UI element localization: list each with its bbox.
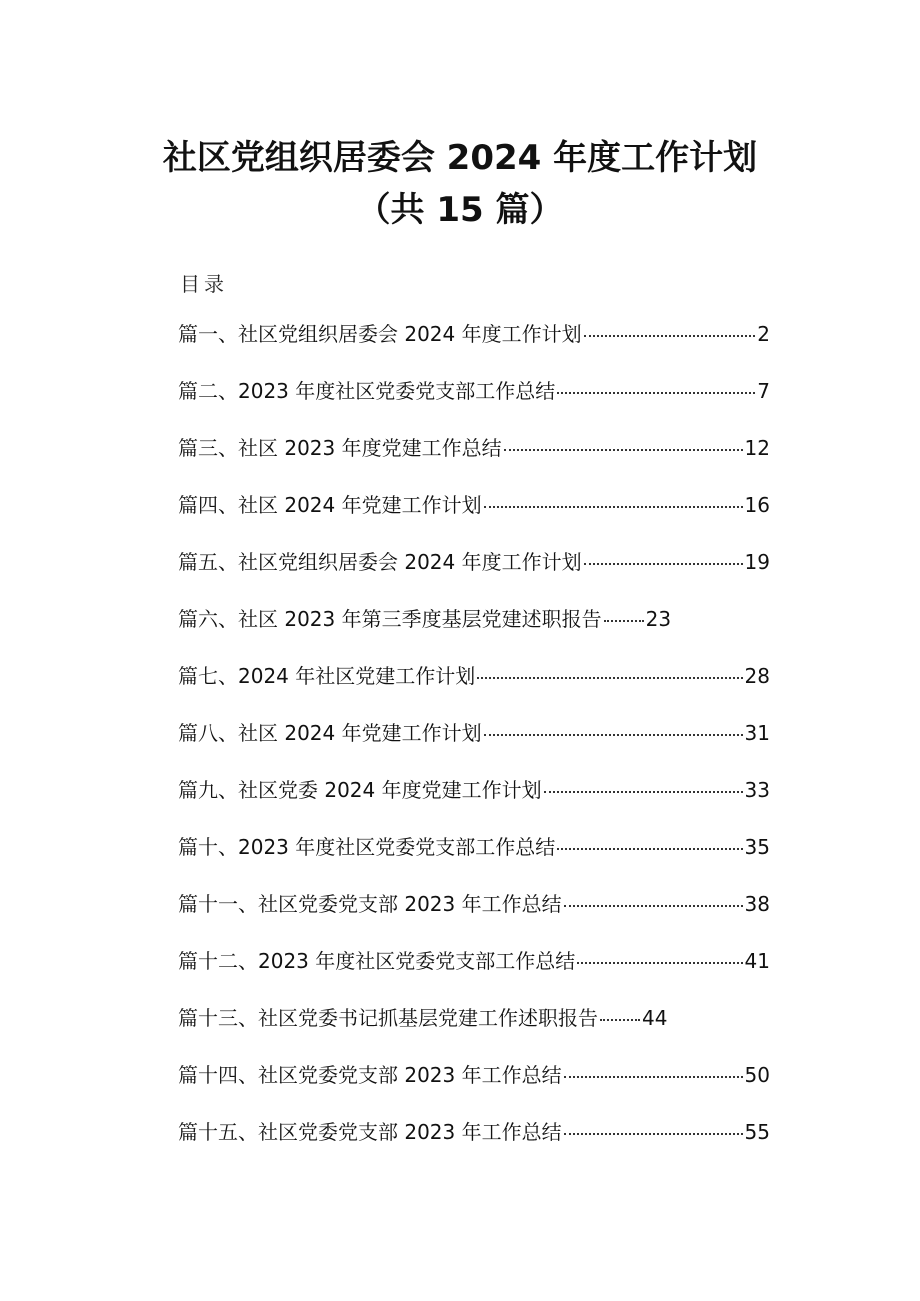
toc-entry-page-number: 55	[744, 1120, 770, 1144]
toc-entry[interactable]	[178, 945, 770, 1002]
toc-entry-label: 篇六、社区 2023 年第三季度基层党建述职报告	[178, 607, 602, 631]
toc-leader-dots	[577, 962, 742, 964]
toc-entry-label: 篇一、社区党组织居委会 2024 年度工作计划	[178, 322, 582, 346]
toc-entry[interactable]	[178, 1059, 770, 1116]
toc-entry-page-number: 38	[744, 892, 770, 916]
toc-entry-page-number: 23	[645, 607, 672, 631]
toc-leader-dots	[564, 1076, 743, 1078]
toc-entry[interactable]	[178, 432, 770, 489]
toc-entry[interactable]	[178, 831, 770, 888]
toc-entry-label: 篇十二、2023 年度社区党委党支部工作总结	[178, 949, 576, 973]
toc-entry-label: 篇二、2023 年度社区党委党支部工作总结	[178, 379, 556, 403]
toc-entry[interactable]	[178, 774, 770, 831]
toc-leader-dots	[584, 563, 743, 565]
toc-entry-page-number: 7	[757, 379, 770, 403]
toc-leader-dots	[557, 392, 755, 394]
toc-entry[interactable]	[178, 660, 770, 717]
toc-leader-dots	[564, 905, 743, 907]
toc-entry-label: 篇十五、社区党委党支部 2023 年工作总结	[178, 1120, 562, 1144]
toc-entry-label: 篇八、社区 2024 年党建工作计划	[178, 721, 482, 745]
toc-entry-page-number: 35	[744, 835, 770, 859]
toc-entry-label: 篇十四、社区党委党支部 2023 年工作总结	[178, 1063, 562, 1087]
toc-entry[interactable]	[178, 1116, 770, 1173]
toc-entry[interactable]	[178, 318, 770, 375]
toc-entry[interactable]	[178, 489, 770, 546]
toc-entry-page-number: 28	[744, 664, 770, 688]
toc-leader-dots	[557, 848, 742, 850]
table-of-contents	[178, 318, 770, 1173]
toc-leader-dots	[544, 791, 743, 793]
toc-entry[interactable]	[178, 888, 770, 945]
toc-entry[interactable]	[178, 603, 770, 660]
toc-leader-dots	[564, 1133, 743, 1135]
toc-leader-dots	[584, 335, 756, 337]
toc-entry-label: 篇十、2023 年度社区党委党支部工作总结	[178, 835, 556, 859]
toc-entry[interactable]	[178, 1002, 770, 1059]
toc-entry-label: 篇十三、社区党委书记抓基层党建工作述职报告	[178, 1006, 598, 1030]
toc-entry-page-number: 31	[744, 721, 770, 745]
document-title: 社区党组织居委会 2024 年度工作计划（共 15 篇）	[162, 138, 758, 230]
toc-entry-label: 篇十一、社区党委党支部 2023 年工作总结	[178, 892, 562, 916]
toc-entry-page-number: 33	[744, 778, 770, 802]
toc-entry-page-number: 12	[744, 436, 770, 460]
toc-leader-dots	[504, 449, 743, 451]
toc-entry-label: 篇三、社区 2023 年度党建工作总结	[178, 436, 502, 460]
toc-entry[interactable]	[178, 717, 770, 774]
toc-entry-label: 篇七、2024 年社区党建工作计划	[178, 664, 476, 688]
toc-leader-dots	[604, 620, 644, 622]
toc-leader-dots	[600, 1019, 640, 1021]
toc-entry-label: 篇五、社区党组织居委会 2024 年度工作计划	[178, 550, 582, 574]
toc-heading: 目录	[180, 272, 228, 296]
toc-entry-page-number: 2	[757, 322, 770, 346]
toc-entry[interactable]	[178, 546, 770, 603]
toc-entry-page-number: 41	[744, 949, 770, 973]
toc-entry-page-number: 44	[642, 1006, 668, 1030]
toc-entry-label: 篇四、社区 2024 年党建工作计划	[178, 493, 482, 517]
toc-leader-dots	[484, 506, 743, 508]
toc-entry-label: 篇九、社区党委 2024 年度党建工作计划	[178, 778, 542, 802]
toc-entry-page-number: 50	[744, 1063, 770, 1087]
toc-leader-dots	[484, 734, 743, 736]
toc-entry[interactable]	[178, 375, 770, 432]
toc-leader-dots	[477, 677, 742, 679]
toc-entry-page-number: 19	[744, 550, 770, 574]
toc-entry-page-number: 16	[744, 493, 770, 517]
